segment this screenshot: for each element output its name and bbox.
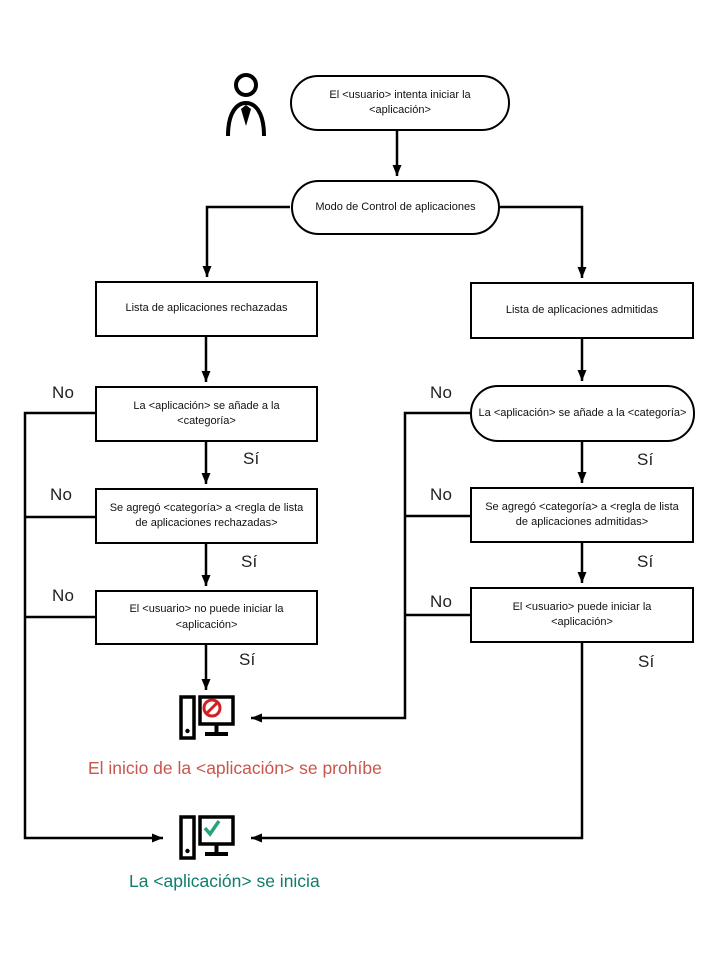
denylist-rule-node: Se agregó <categoría> a <regla de lista de aplicaciones rechazadas> <box>95 488 318 544</box>
edge-label-yes: Sí <box>637 450 654 469</box>
allowlist-rule-node: Se agregó <categoría> a <regla de lista de aplicaciones admitidas> <box>470 487 694 543</box>
edge-label-no: No <box>430 592 453 611</box>
edge-label-yes: Sí <box>637 552 654 571</box>
edge-label-no: No <box>52 383 75 402</box>
edge-label-no: No <box>430 485 453 504</box>
user-icon <box>224 72 268 138</box>
edge-label-no: No <box>52 586 75 605</box>
allowed-computer-icon <box>178 814 236 864</box>
allowlist-node: Lista de aplicaciones admitidas <box>470 282 694 339</box>
user-cannot-start-node: El <usuario> no puede iniciar la <aplicación> <box>95 590 318 645</box>
edge-label-yes: Sí <box>243 449 260 468</box>
edge-label-no: No <box>50 485 73 504</box>
blocked-computer-icon <box>178 694 236 744</box>
start-node: El <usuario> intenta iniciar la <aplicación> <box>290 75 510 131</box>
edge-label-yes: Sí <box>241 552 258 571</box>
denylist-category-node: La <aplicación> se añade a la <categoría> <box>95 386 318 442</box>
user-can-start-node: El <usuario> puede iniciar la <aplicación> <box>470 587 694 643</box>
started-outcome-text: La <aplicación> se inicia <box>129 871 320 891</box>
mode-node: Modo de Control de aplicaciones <box>291 180 500 235</box>
edge-label-yes: Sí <box>239 650 256 669</box>
edge-label-no: No <box>430 383 453 402</box>
allowlist-category-node: La <aplicación> se añade a la <categoría> <box>470 385 695 442</box>
edge-label-yes: Sí <box>638 652 655 671</box>
prohibited-outcome-text: El inicio de la <aplicación> se prohíbe <box>88 758 382 778</box>
denylist-node: Lista de aplicaciones rechazadas <box>95 281 318 337</box>
